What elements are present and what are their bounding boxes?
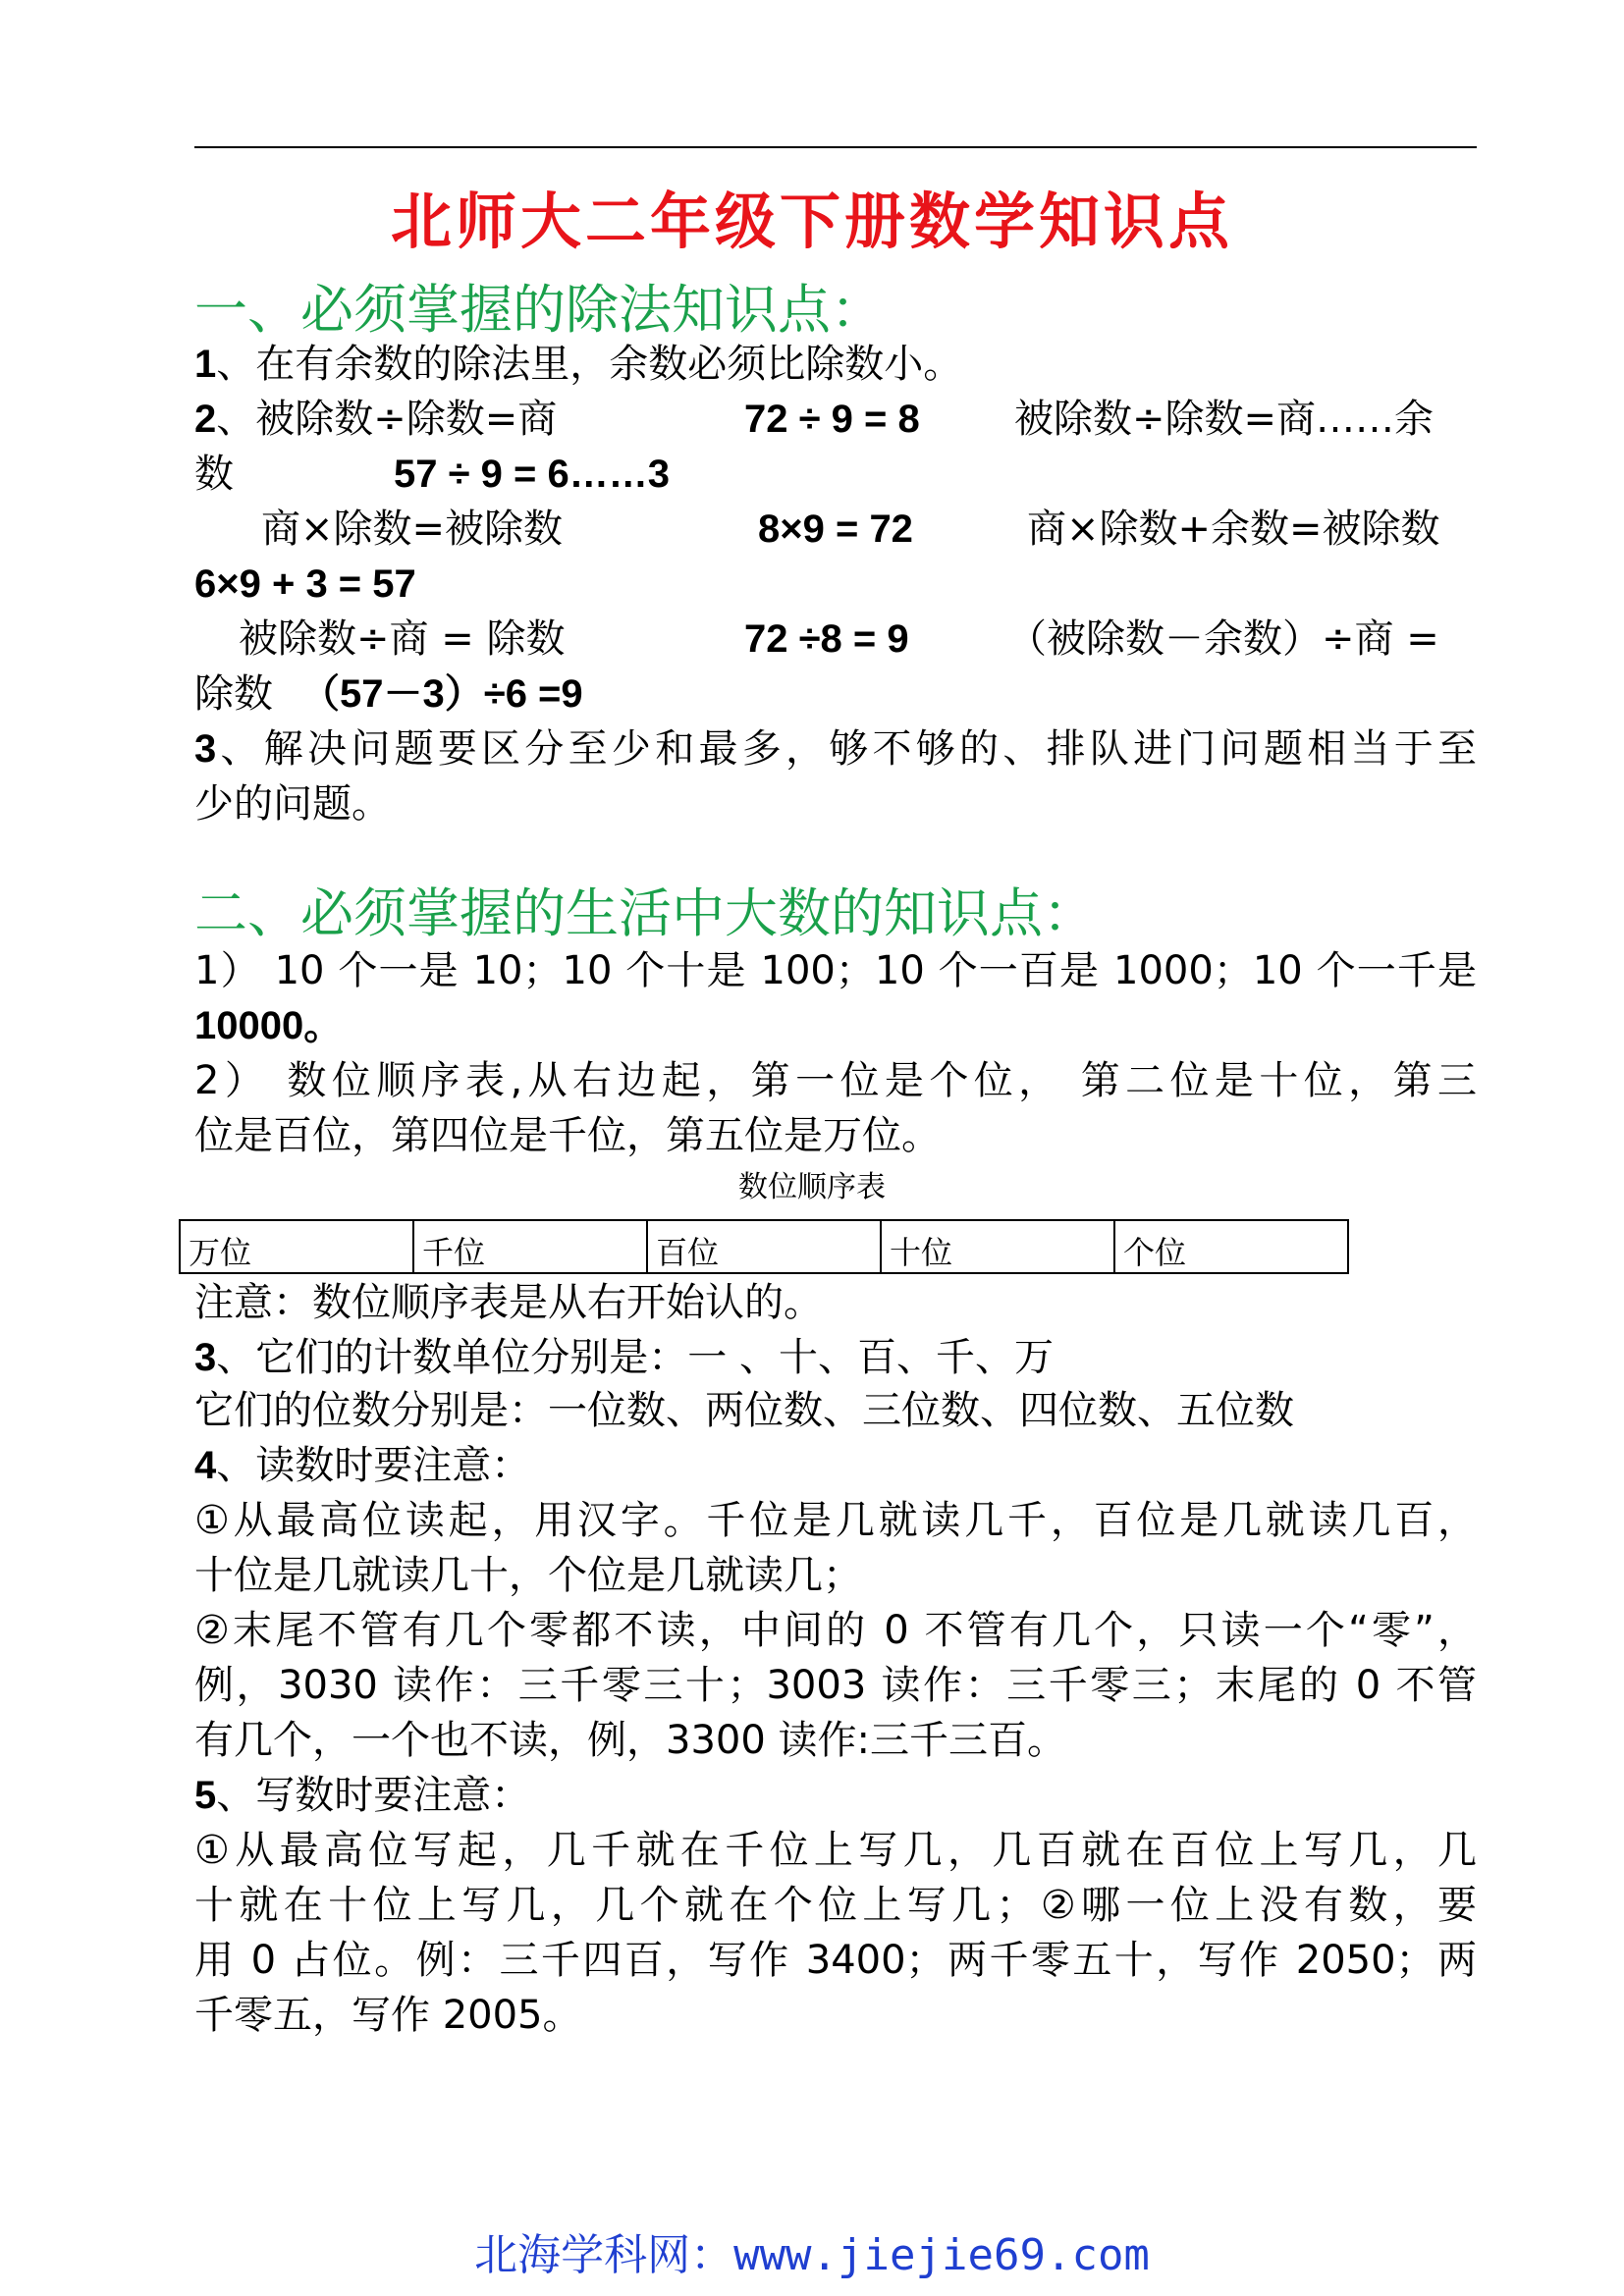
s2-item3-line1-text: 、它们的计数单位分别是：一 、十、百、千、万 [216,1335,1054,1380]
s2-item5-line3: 用 0 占位。例：三千四百，写作 3400；两千零五十，写作 2050；两 [194,1938,1477,1983]
s2-item3-num: 3 [194,1336,217,1379]
s2-item4-line4: 例，3030 读作：三千零三十；3003 读作：三千零三；末尾的 0 不管 [194,1663,1477,1708]
s1-item2-row6-b: （57－3）÷6 =9 [300,672,583,716]
page-title: 北师大二年级下册数学知识点 [390,186,1233,257]
s1-item3-line1 [194,722,1477,775]
s2-item5-line4: 千零五，写作 2005。 [194,1993,582,2038]
s2-item1-line2 [194,999,1477,1052]
s1-item2-row3-c: 商×除数+余数=被除数 [1027,507,1440,552]
s1-item2-row6 [194,667,1477,721]
digit-table-row [180,1220,1348,1273]
s2-item3-line1 [194,1331,1477,1384]
s1-item2-row1 [194,393,1477,446]
s1-item2-row5-c: （被除数－余数）÷商 = [1007,616,1439,662]
s1-item2-row1-c: 被除数÷除数=商……余 [1014,397,1435,442]
s1-item1 [194,338,1477,391]
s2-item4-line2: 十位是几就读几十，个位是几就读几； [194,1553,862,1598]
s1-item3-num: 3 [194,727,217,771]
s1-item2-row2-b: 57 ÷ 9 = 6……3 [394,453,670,496]
s2-item5-line1: ①从最高位写起，几千就在千位上写几，几百就在百位上写几，几 [194,1828,1477,1873]
s2-item3-line2: 它们的位数分别是：一位数、两位数、三位数、四位数、五位数 [194,1388,1294,1433]
digit-cell-ge: 个位 [1114,1220,1348,1273]
s2-item4-heading-text: 、读数时要注意： [216,1443,531,1488]
s1-item2-row5-a: 被除数÷商 = 除数 [239,616,566,662]
s2-item5-heading [194,1769,1477,1822]
digit-cell-qian: 千位 [413,1220,647,1273]
digit-place-table [179,1219,1349,1274]
s1-item2-row4 [194,558,1477,611]
s2-item4-num: 4 [194,1444,217,1487]
s2-item1-line2-text: 10000。 [194,1004,344,1047]
s2-item5-num: 5 [194,1774,217,1817]
s1-item2-row6-a: 除数 [194,671,273,717]
footer-url[interactable]: www.jiejie69.com [733,2230,1150,2280]
s1-item2-row3-b: 8×9 = 72 [758,507,913,551]
s2-item4-line5: 有几个，一个也不读，例，3300 读作:三千三百。 [194,1718,1066,1763]
section1-heading: 一、必须掌握的除法知识点： [194,279,884,341]
s1-item2-row3-a: 商×除数=被除数 [261,507,564,552]
s2-item5-heading-text: 、写数时要注意： [216,1773,531,1818]
s2-item2-line1: 2） 数位顺序表,从右边起，第一位是个位， 第二位是十位，第三 [194,1058,1477,1103]
s1-item1-text: 、在有余数的除法里，余数必须比除数小。 [216,342,963,387]
s1-item2-row1-a: 、被除数÷除数=商 [216,397,558,442]
s2-note: 注意：数位顺序表是从右开始认的。 [194,1280,823,1325]
s1-item2-row4-text: 6×9 + 3 = 57 [194,562,416,606]
digit-cell-wan: 万位 [180,1220,413,1273]
s1-item2-row1-b: 72 ÷ 9 = 8 [744,398,920,441]
s1-item2-row5-b: 72 ÷8 = 9 [744,617,909,661]
section2-heading: 二、必须掌握的生活中大数的知识点： [194,882,1096,944]
s2-item5-line2: 十就在十位上写几，几个就在个位上写几；②哪一位上没有数，要 [194,1883,1477,1928]
s1-item1-num: 1 [194,343,217,386]
s1-item3-line1-text: 、解决问题要区分至少和最多，够不够的、排队进门问题相当于至 [216,726,1477,772]
s2-item4-line3: ②末尾不管有几个零都不读，中间的 0 不管有几个，只读一个“零”， [194,1608,1477,1653]
s2-item4-line1: ①从最高位读起，用汉字。千位是几就读几千，百位是几就读几百， [194,1498,1477,1543]
s1-item3-line2: 少的问题。 [194,781,391,827]
footer-watermark [0,2228,1624,2283]
s1-item2-row2 [194,448,1477,501]
s1-item2-row2-a: 数 [194,452,234,497]
s2-item1-line1 [194,944,1477,997]
s2-item4-heading [194,1439,1477,1492]
s1-item2-num: 2 [194,398,217,441]
footer-label: 北海学科网： [474,2230,734,2280]
s2-item1-line1-text: 1） 10 个一是 10；10 个十是 100；10 个一百是 1000；10 个一千是 [194,948,1477,993]
digit-cell-shi: 十位 [881,1220,1114,1273]
s2-item2-line2: 位是百位，第四位是千位，第五位是万位。 [194,1113,941,1158]
digit-table-caption: 数位顺序表 [738,1170,886,1204]
top-rule [194,146,1477,148]
digit-cell-bai: 百位 [647,1220,881,1273]
